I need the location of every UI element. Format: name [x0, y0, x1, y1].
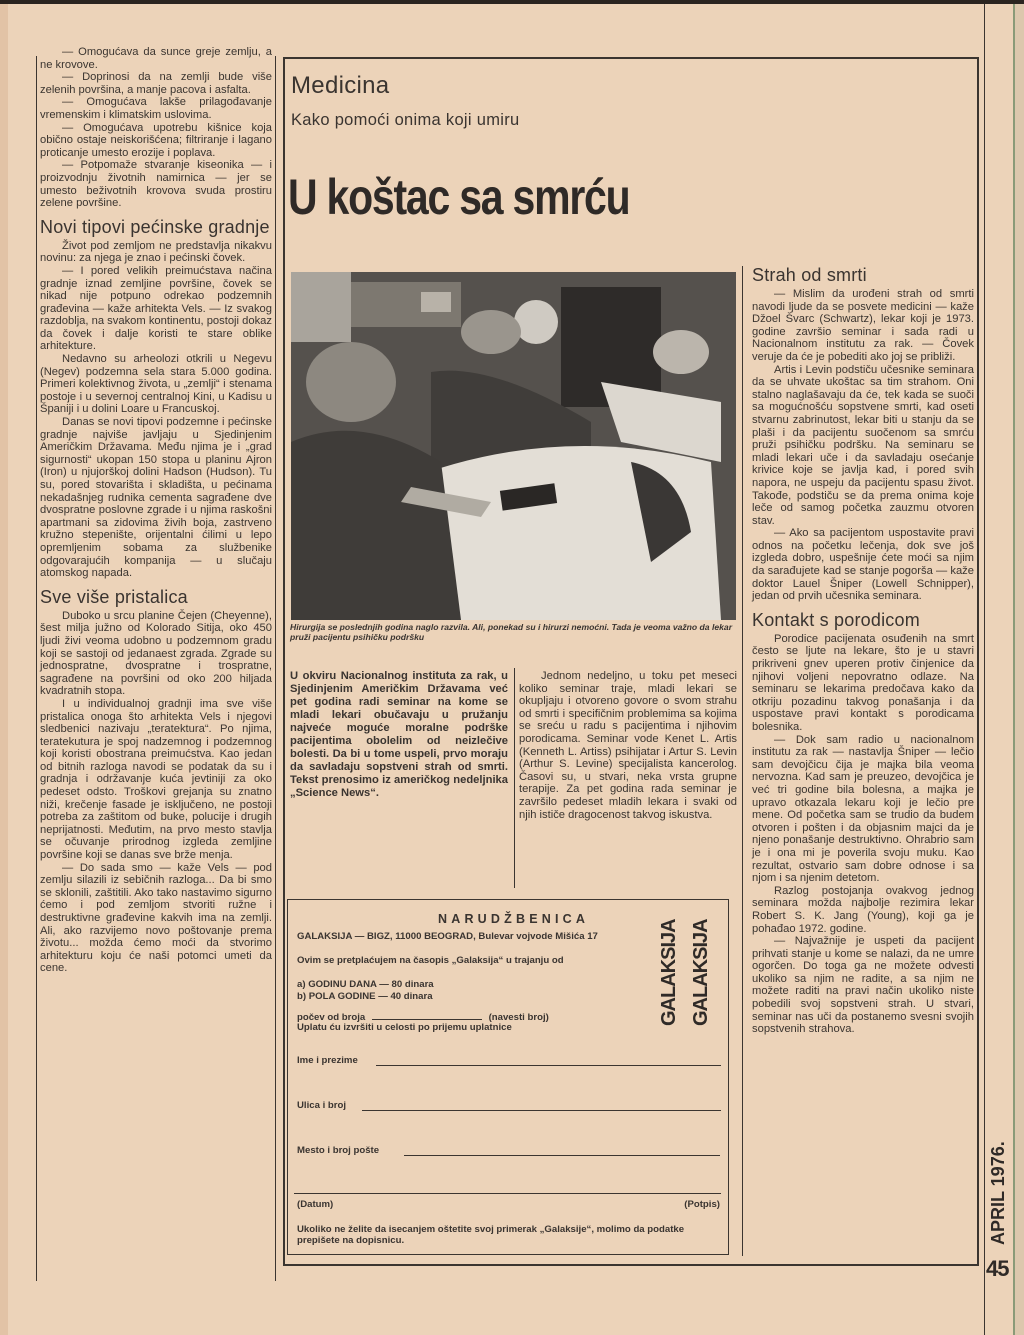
- order-form-note: Ukoliko ne želite da isecanjem oštetite svoj primerak „Galaksije“, molimo da podatke prepišete na dopisnicu.: [297, 1224, 685, 1246]
- body-paragraph: Život pod zemljom ne predstavlja nikakvu novinu: za njega je znao i pećinski čovek.: [40, 239, 272, 265]
- left-column-right-rule: [275, 56, 276, 1281]
- left-sections: [40, 217, 272, 975]
- body-paragraph: I u individualnoj gradnji ima sve više pristalica onoga što arhitekta Vels i njegovi sledbenici nazivaju „teratektura“. Po njima, teratekutura je spoj nadzemnog i podzemnog koji koristi obostrana preimućstva. Kao jedan od bitnih razloga navodi se podatak da su i gradnja i održavanje kuća jevtiniji za oko pedeset odsto. Troškovi grejanja su znatno niži, krečenje fasade je isključeno, ne postoji potreba za zaštitom od buke, polucije i drugih neprijatnosti. Međutim, na prvo mesto stavlja se očuvanje prirodnog izgleda zemljine površine koji se danas sve brže menja.: [40, 697, 272, 862]
- city-field[interactable]: [404, 1155, 720, 1156]
- article-middle-column: [519, 670, 737, 821]
- article-middle-paragraph: Jednom nedeljno, u toku pet meseci koliko seminar traje, mladi lekari se okupljaju i otvoreno govore o svom strahu od smrti i specifičnim problemima sa kojima se sreću u radu s pacijentima i njihovim porodicama. Seminar vode Kenet L. Artis (Kenneth L. Artiss) psihijatar i Artur S. Levin (Arthur S. Levine) specijalista kancerolog. Časovi su, u stvari, neka vrsta grupne terapije. Za pet godina rada seminar je završilo pedeset mladih lekara i svaki od njih ističe dragocenost takvog iskustva.: [519, 670, 737, 821]
- order-option-a[interactable]: a) GODINU DANA — 80 dinara: [297, 979, 434, 990]
- issue-date: APRIL 1976.: [988, 1141, 1008, 1245]
- bullet-item: — Potpomaže stvaranje kiseonika — i proizvodnju životnih namirnica — jer se umesto beživotnih krovova svuda prostiru zelene površine.: [40, 159, 272, 210]
- galaksija-logo: GALAKSIJA: [658, 919, 680, 1027]
- body-paragraph: Razlog postojanja ovakvog jednog seminara možda najbolje rezimira lekar Robert S. K. Jang (Young), koji ga je pohađao 1972. godine.: [752, 884, 974, 935]
- article-intro: U okviru Nacionalnog instituta za rak, u Sjedinjenim Američkim Državama već pet godina radi seminar na kome se mladi lekari obučavaju u pružanju najveće moguće moralne podrške pacijentima obolelim od neizlečive bolesti. Da bi u tome uspeli, prvo moraju da savladaju sopstveni strah od smrti. Tekst prenosimo iz američkog nedeljnika „Science News“.: [290, 670, 508, 799]
- payment-line: Uplatu ću izvršiti u celosti po prijemu uplatnice: [297, 1022, 512, 1033]
- city-label: Mesto i broj pošte: [297, 1145, 380, 1156]
- date-signature-field[interactable]: [294, 1193, 721, 1194]
- page-right-edge: [1013, 4, 1024, 1335]
- name-label: Ime i prezime: [297, 1055, 358, 1066]
- left-column-rule: [36, 56, 37, 1281]
- bullet-item: — Doprinosi da na zemlji bude više zelenih površina, a manje pacova i asfalta.: [40, 71, 272, 96]
- page-left-edge: [0, 4, 8, 1335]
- body-paragraph: — Ako sa pacijentom uspostavite pravi odnos na početku lečenja, dok sve još izgleda dobro, uspešnije ćete moći sa njim da sarađujete kad se stanje pogorša — kaže doktor Lauel Šniper (Lowell Schnipper), jedan od prvih učesnika seminara.: [752, 527, 974, 603]
- body-paragraph: — I pored velikih preimućstava načina gradnje iznad zemljine površine, čovek se nikad nije potpuno odrekao podzemnih građevina — kaže arhitekta Vels. — Iz svakog razdoblja, na svakom kontinentu, postoji dokaz da čovek i dalje koristi te stare oblike arhitekture.: [40, 264, 272, 353]
- body-paragraph: — Dok sam radio u nacionalnom institutu za rak — nastavlja Šniper — lečio sam devojčicu čija je majka bila veoma nervozna. Kad sam je preuzeo, devojčica je već tri godine bila bolesna, a majka je upravo otkazala lekaru koji je lečio pre mene. Od početka sam se trudio da budem otvoren i pošten i da objasnim majci da je njeno ponašanje destruktivno. Ohrabrio sam je i ona mi je poverila svoju muku. Kao rezultat, ostvario sam dobre odnose i sa njom i sa njenim detetom.: [752, 733, 974, 885]
- right-sections: [752, 265, 974, 1036]
- start-issue-hint: (navesti broj): [488, 1012, 549, 1023]
- surgery-photo: [291, 272, 736, 620]
- left-column: [40, 46, 272, 975]
- photo-caption: Hirurgija se poslednjih godina naglo razvila. Ali, ponekad su i hirurzi nemoćni. Tada je veoma važno da lekar pruži pacijentu psihičku podršku: [290, 622, 733, 642]
- section-heading: Kontakt s porodicom: [752, 609, 920, 630]
- page-top-edge: [0, 0, 1024, 4]
- street-field[interactable]: [362, 1110, 721, 1111]
- section-heading: Sve više pristalica: [40, 586, 188, 607]
- body-paragraph: Danas se novi tipovi podzemne i pećinske gradnje najviše javljaju u Sjedinjenim Američkim Državama. Među njima je i „grad sigurnosti“ ukopan 150 stopa u planinu Ajron (Iron) u njujorškoj dolini Hadson (Hudson). Tu su, pored stovarišta i skladišta, u pećinama nekadašnjeg rudnika cementa sagrađene dve dvospratne poslovne zgrade i u njima raskošni apartmani sa zidovima živih boja, zastrveno kružno stepenište, orijentalni ćilimi u lepo opremljenim sobama za službenike odgovarajućih kompanija — u slučaju atomskog napada.: [40, 416, 272, 580]
- outer-right-rule: [984, 4, 985, 1335]
- bullet-item: — Omogućava lakše prilagođavanje vremenskim i klimatskim uslovima.: [40, 96, 272, 121]
- surgery-photo-illustration: [291, 272, 736, 620]
- section-heading: Strah od smrti: [752, 265, 867, 285]
- body-paragraph: Porodice pacijenata osuđenih na smrt često se ljute na lekare, što je u stavri prikriveni gnev uperen protiv činjenice da njihovi voljeni nepovratno odlaze. Na seminaru se lekarima predočava kako da otkriju pozadinu takvog ponašanja i da uspostave pravi kontakt s porodicama bolesnika.: [752, 632, 974, 733]
- body-paragraph: Artis i Levin podstiču učesnike seminara da se uhvate ukoštac sa tim strahom. Oni stalno naglašavaju da će, tek kada se suoči sa mogućnošću sopstvene smrti, kad oseti stvarnu zabrinutost, lekar biti u stanju da se plaši i da pacijentu suočenom sa smrću pruži psihičku podršku. Na seminaru se mladi lekari uče i da savladaju osećanje krivice koje se javlja kad, i pored svih napora, ne uspeju da pacijentu spasu život. Takođe, podstiču se da prema onima koje leče od samog početka zauzmu otvoren stav.: [752, 363, 974, 527]
- body-paragraph: Nedavno su arheolozi otkrili u Negevu (Negev) podzemna sela stara 5.000 godina. Primeri kolektivnog života, u „zemlji“ i stenama postoje i u severnoj centralnoj Kini, u Kadisu u Španiji i u dolini Loare u Francuskoj.: [40, 353, 272, 416]
- article-headline: U koštac sa smrću: [288, 169, 630, 225]
- page-number: 45: [986, 1256, 1009, 1281]
- body-paragraph: Duboko u srcu planine Čejen (Cheyenne), šest milja južno od Kolorado Sitija, oko 450 ljudi živi veoma udobno u podzemnom gradu koji se sastoji od jedanaest zgrada. Zgrade su jednospratne, dvospratne i trospratne, sagrađene na površini od oko 200 hiljada kvadratnih stopa.: [40, 609, 272, 698]
- body-paragraph: — Mislim da urođeni strah od smrti navodi ljude da se posvete medicini — kaže Džoel Švarc (Schwartz), lekar koji je 1973. godine završio seminar i sada radi u Nacionalnom institutu za rak. — Čovek veruje da će je pobediti ako joj se približi.: [752, 288, 974, 363]
- signature-label: (Potpis): [684, 1199, 720, 1210]
- start-issue-label: počev od broja: [297, 1012, 366, 1023]
- order-form: [287, 899, 729, 1255]
- order-option-b[interactable]: b) POLA GODINE — 40 dinara: [297, 991, 433, 1002]
- body-paragraph: — Do sada smo — kaže Vels — pod zemlju silazili iz sebičnih razloga... Da bi smo se sklonili, zaštitili. Ako tako nastavimo sigurno ćemo i pod zemljom stvoriti ružne i destruktivne građevine kakvih ima na zemlji. Ali, ako razvijemo novo poštovanje prema životu... možda ćemo moći da stvorimo arhitekturu koju će naši potomci umeti da cene.: [40, 861, 272, 975]
- article-subtitle: Kako pomoći onima koji umiru: [291, 111, 520, 129]
- order-form-subscribe-line: Ovim se pretplaćujem na časopis „Galaksija“ u trajanju od: [297, 955, 564, 966]
- section-heading: Novi tipovi pećinske gradnje: [40, 216, 270, 237]
- galaksija-logo-2: GALAKSIJA: [690, 919, 712, 1027]
- body-paragraph: — Najvažnije je uspeti da pacijent prihvati stanje u kome se nalazi, da ne umre ogorčen. Do toga ga ne možete odvesti ukoliko sa njim ne radite, a sa njim ne možete raditi na pravi način ukoliko niste pobedili svoj sopstveni strah. U stvari, seminar nas uči da postanemo svesni svojih sopstvenih strahova.: [752, 935, 974, 1036]
- date-label: (Datum): [297, 1199, 334, 1210]
- order-form-title: NARUDŽBENICA: [438, 912, 590, 926]
- bullet-item: — Omogućava da sunce greje zemlju, a ne krovove.: [40, 46, 272, 71]
- bullet-item: — Omogućava upotrebu kišnice koja obično ostaje neiskorišćena; filtriranje i lagano proticanje umesto erozije i poplava.: [40, 121, 272, 159]
- order-form-address: GALAKSIJA — BIGZ, 11000 BEOGRAD, Bulevar vojvode Mišića 17: [297, 931, 598, 942]
- start-issue-field[interactable]: [372, 1010, 482, 1020]
- left-bullet-list: [40, 46, 272, 210]
- section-label: Medicina: [291, 72, 390, 99]
- name-field[interactable]: [376, 1065, 721, 1066]
- article-right-column: [752, 262, 974, 1036]
- street-label: Ulica i broj: [297, 1100, 347, 1111]
